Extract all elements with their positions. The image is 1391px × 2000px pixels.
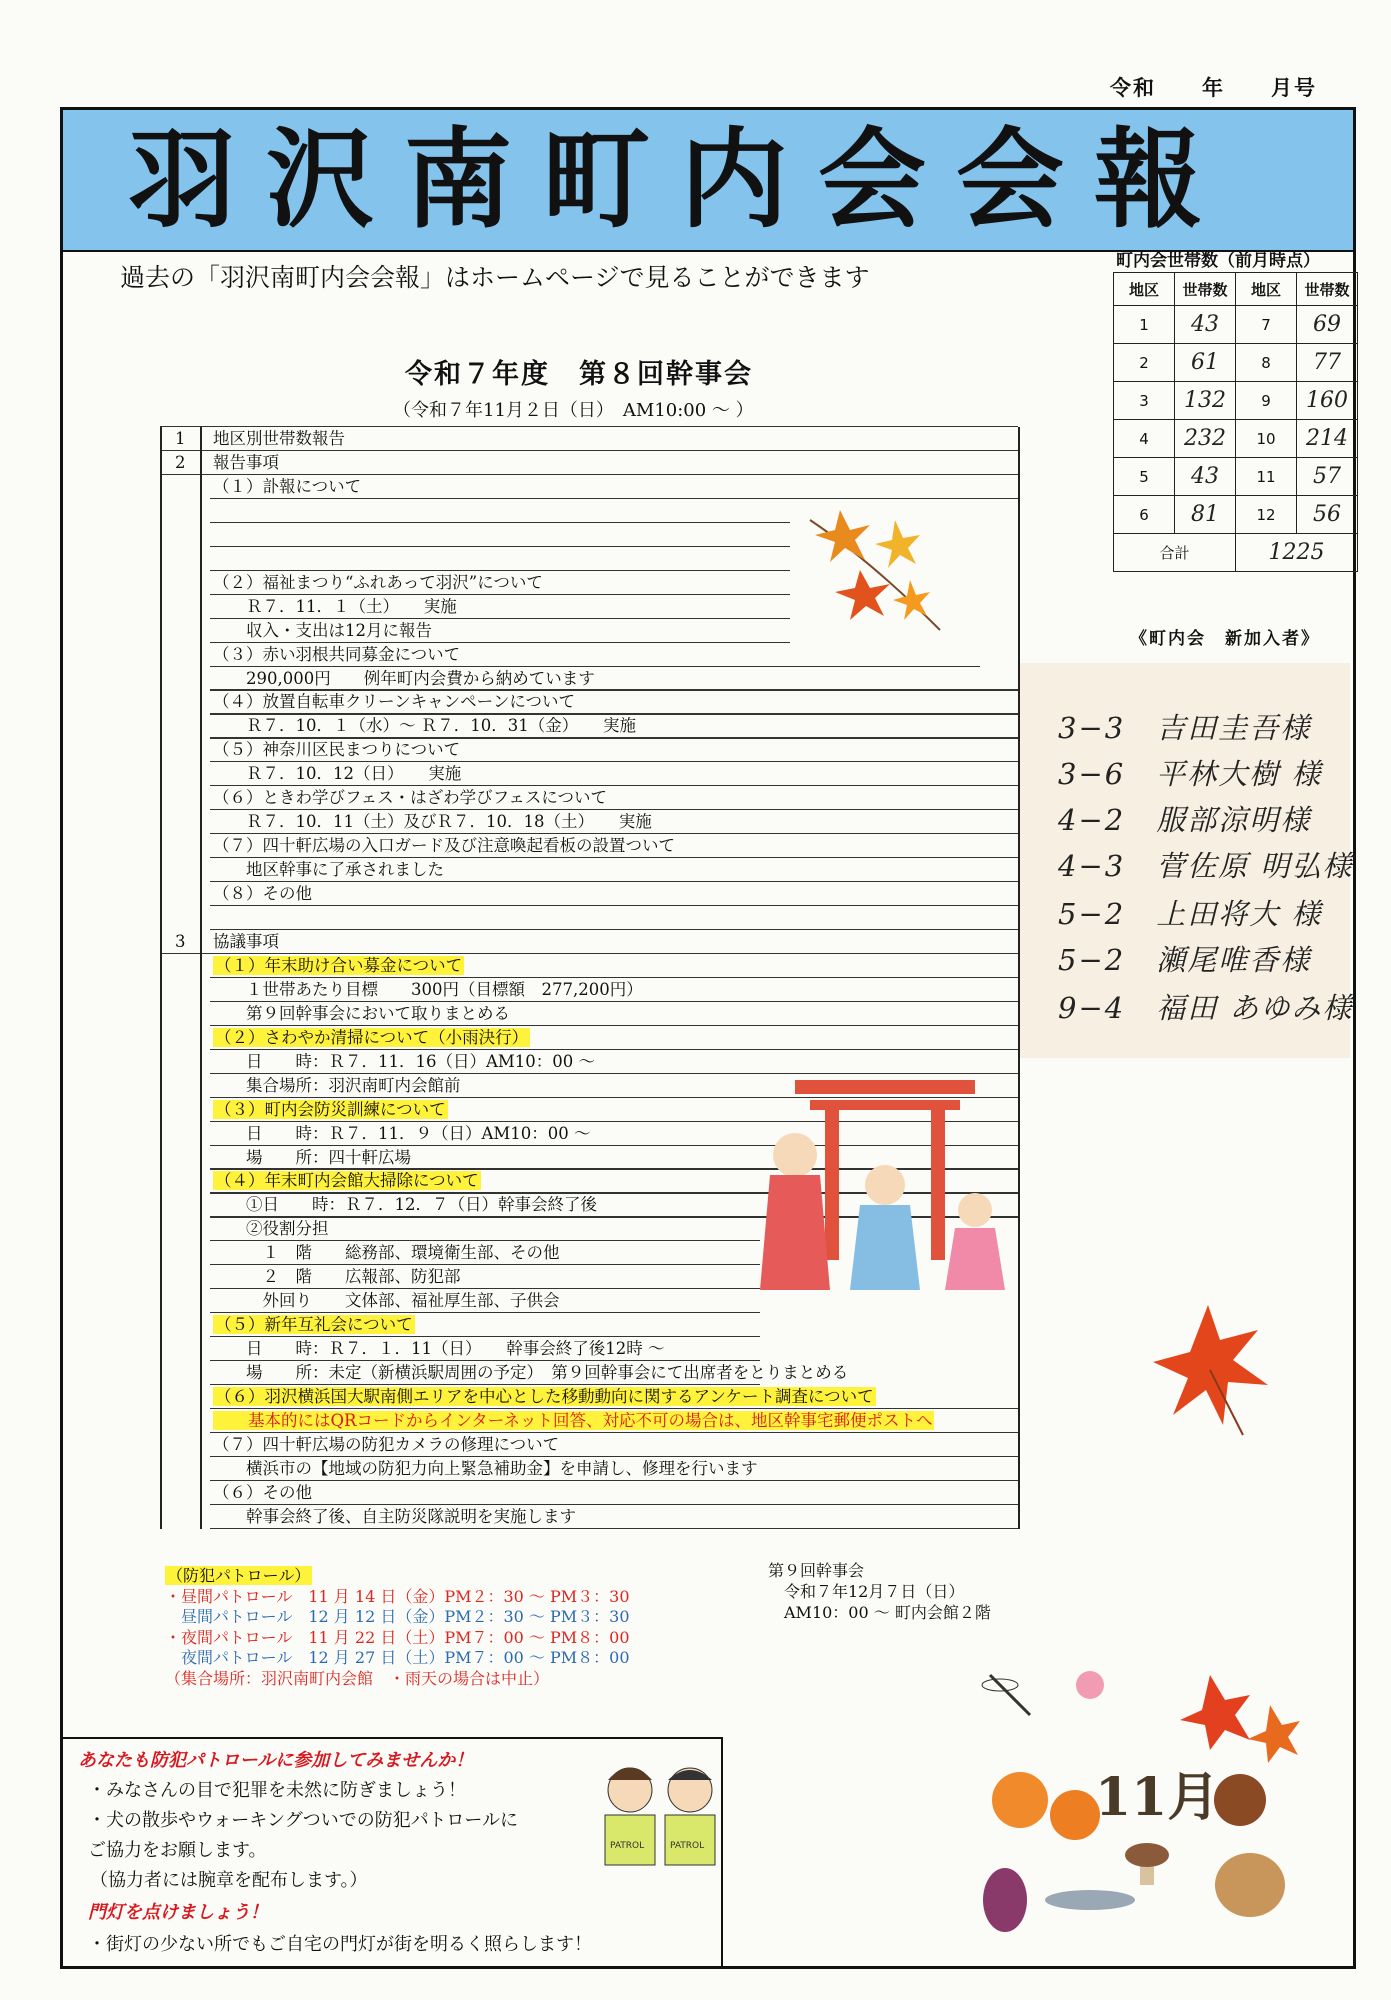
new-member: 4−2 服部涼明様 [1058,803,1312,837]
agenda-item [213,669,595,689]
agenda-text: （４）放置自転車クリーンキャンペーンについて [213,692,576,712]
agenda-text: ①日 時：Ｒ７．12．７（日）幹事会終了後 [213,1195,597,1215]
households-total-row [1114,534,1358,572]
agenda-text: 地区幹事に了承されました [213,860,444,880]
count-cell: 81 [1175,496,1236,534]
next-meeting-date: 令和７年12月７日（日） [784,1582,965,1601]
agenda-item [213,692,575,712]
agenda-row-line [210,1001,1018,1002]
agenda-item [213,1363,848,1383]
agenda-text: 集合場所：羽沢南町内会館前 [213,1075,461,1095]
header-count: 世帯数 [1297,273,1358,306]
agenda-text: 第９回幹事会において取りまとめる [213,1003,510,1023]
agenda-row-line [210,785,1018,786]
agenda-text: （６）羽沢横浜国大駅南側エリアを中心とした移動動向に関するアンケート調査について [215,1387,874,1406]
patrol-line: 昼間パトロール 12 月 12 日（金）PM２：30 ～ PM３：30 [165,1607,630,1626]
agenda-row-line [210,1480,1018,1481]
agenda-text: 場 所：四十軒広場 [213,1147,411,1167]
agenda-item [213,716,636,736]
header-district: 地区 [1236,273,1297,306]
agenda-text: Ｒ７．10．１（水）～ Ｒ７．10．31（金） 実施 [213,716,636,736]
agenda-item [213,1387,876,1407]
new-member: 5−2 瀬尾唯香様 [1058,943,1312,977]
agenda-text: （５）新年互礼会について [215,1315,413,1335]
agenda-text: （５）神奈川区民まつりについて [213,740,461,760]
agenda-row-line [210,1049,1018,1050]
next-meeting-time: AM10：00 ～ 町内会館２階 [784,1603,991,1622]
agenda-row-line [210,594,790,595]
patrol-volunteers-icon [590,1750,730,1870]
agenda-item [213,1052,595,1072]
agenda-item [213,1339,665,1359]
district-cell: 2 [1114,344,1175,382]
count-cell: 69 [1297,306,1358,344]
agenda-row-line [210,881,1018,882]
agenda-row-line [210,1384,760,1385]
patrol-line: ・夜間パトロール 11 月 22 日（土）PM７：00 ～ PM８：00 [165,1627,630,1647]
agenda-item [213,1171,481,1191]
armband-text: PATROL [610,1841,645,1851]
agenda-text: 幹事会終了後、自主防災隊説明を実施します [213,1506,576,1526]
new-members-title: 《町内会 新加入者》 [1130,629,1320,649]
district-cell: 3 [1114,382,1175,420]
agenda-text: （１）訃報について [213,476,362,496]
agenda-column-line [1018,427,1020,1529]
patrol-heading: （防犯パトロール） [167,1566,311,1585]
agenda-row-line [210,689,1018,690]
header-count: 世帯数 [1175,273,1236,306]
count-cell: 132 [1175,382,1236,420]
agenda-row-line [210,1312,760,1313]
total-value: 1225 [1236,534,1358,572]
agenda-text: Ｒ７．10．11（土）及びＲ７．10．18（土） 実施 [213,812,652,832]
shichigosan-children-icon [735,1070,1035,1320]
agenda-section-number: 2 [175,452,186,472]
agenda-row-line [160,474,1018,475]
patrol-line: ・昼間パトロール 11 月 14 日（金）PM２：30 ～ PM３：30 [165,1586,630,1606]
meeting-title: 令和７年度 第８回幹事会 [405,359,753,390]
agenda-item [213,812,652,832]
patrol-line: 夜間パトロール 12 月 27 日（土）PM７：00 ～ PM８：00 [165,1648,630,1667]
maple-leaves-icon [800,500,950,640]
agenda-item [213,1411,934,1431]
agenda-item [213,1004,510,1024]
agenda-row-line [210,713,1018,714]
district-cell: 10 [1236,420,1297,458]
agenda-text: 地区別世帯数報告 [213,429,345,448]
agenda-text: （６）その他 [213,1482,312,1502]
agenda-section-title [213,453,279,473]
agenda-text: １ 階 総務部、環境衛生部、その他 [213,1243,560,1263]
agenda-row-line [210,905,1018,906]
agenda-text: ２ 階 広報部、防犯部 [213,1267,461,1287]
agenda-text: （３）町内会防災訓練について [215,1099,446,1119]
agenda-text: （２）さわやか清掃について（小雨決行） [215,1027,529,1047]
agenda-row-line [210,1360,760,1361]
agenda-row-line [210,1336,760,1337]
agenda-text: 日 時：Ｒ７．１．11（日） 幹事会終了後12時 ～ [213,1339,665,1359]
households-row [1114,344,1358,382]
district-cell: 9 [1236,382,1297,420]
crime-box-line: ・街灯の少ない所でもご自宅の門灯が街を明るく照らします！ [88,1934,592,1955]
agenda-row-line [210,642,790,643]
count-cell: 43 [1175,458,1236,496]
agenda-row-line [210,498,1018,499]
agenda-item [213,1243,560,1263]
district-cell: 8 [1236,344,1297,382]
agenda-text: 場 所：未定（新横浜駅周囲の予定） 第９回幹事会にて出席者をとりまとめる [213,1363,849,1383]
agenda-item [213,621,432,641]
agenda-text: 外回り 文体部、福祉厚生部、子供会 [213,1291,560,1311]
agenda-item [213,980,643,1000]
issue-line: 令和 年 月号 [1110,76,1317,100]
households-header-row [1114,273,1358,306]
count-cell: 160 [1297,382,1358,420]
households-row [1114,382,1358,420]
new-member: 4−3 菅佐原 明弘様 [1058,849,1354,883]
agenda-item [213,1124,591,1144]
agenda-text: ②役割分担 [213,1219,329,1239]
crime-box-line: ・みなさんの目で犯罪を未然に防ぎましょう！ [88,1780,466,1801]
month-label: 11月 [1095,1767,1220,1828]
households-row [1114,306,1358,344]
agenda-item [213,1148,411,1168]
agenda-item [213,573,543,593]
agenda-row-line [210,522,790,523]
new-member: 3−3 吉田圭吾様 [1058,711,1312,745]
district-cell: 5 [1114,458,1175,496]
agenda-item [213,884,312,904]
agenda-row-line [210,809,1018,810]
agenda-item [213,477,361,497]
district-cell: 1 [1114,306,1175,344]
agenda-item [213,1435,559,1455]
agenda-text: 基本的にはQRコードからインターネット回答、対応不可の場合は、地区幹事宅郵便ポストへ [215,1410,933,1430]
agenda-text: 横浜市の【地域の防犯力向上緊急補助金】を申請し、修理を行います [213,1458,758,1478]
agenda-text: （２）福祉まつり“ふれあって羽沢”について [213,572,543,592]
total-label: 合計 [1114,534,1236,572]
agenda-text: （４）年末町内会館大掃除について [215,1171,479,1191]
count-cell: 56 [1297,496,1358,534]
maple-leaf-icon [1148,1300,1278,1440]
new-member: 3−6 平林大樹 様 [1058,757,1323,791]
agenda-row-line [210,737,1018,738]
district-cell: 11 [1236,458,1297,496]
agenda-text: （７）四十軒広場の防犯カメラの修理について [213,1434,560,1454]
agenda-item [213,740,460,760]
agenda-row-line [210,1240,760,1241]
agenda-section-number: 1 [175,429,186,448]
agenda-item [213,956,464,976]
district-cell: 6 [1114,496,1175,534]
agenda-item [213,1100,448,1120]
agenda-text: Ｒ７．11．１（土） 実施 [213,596,457,616]
agenda-text: 290,000円 例年町内会費から納めています [213,668,595,688]
agenda-row-line [160,953,1018,954]
agenda-row-line [210,570,790,571]
agenda-row-line [210,1025,1018,1026]
agenda-row-line [210,977,1018,978]
agenda-row-line [210,1504,1018,1505]
agenda-top-line [160,426,1018,427]
agenda-row-line [210,618,790,619]
agenda-item [213,1076,461,1096]
agenda-text: （７）四十軒広場の入口ガード及び注意喚起看板の設置ついて [213,836,675,856]
homepage-note: 過去の「羽沢南町内会会報」はホームページで見ることができます [120,263,870,292]
households-title: 町内会世帯数（前月時点） [1116,251,1320,271]
households-row [1114,420,1358,458]
crime-box-heading-2: 門灯を点けましょう！ [88,1902,268,1923]
patrol-schedule [165,1566,630,1689]
agenda-row-line [210,1432,1018,1433]
agenda-row-line [210,833,1018,834]
agenda-item [213,1483,312,1503]
count-cell: 61 [1175,344,1236,382]
agenda-text: （８）その他 [213,884,312,904]
households-row [1114,496,1358,534]
agenda-row-line [210,1288,760,1289]
new-member: 9−4 福田 あゆみ様 [1058,991,1354,1025]
crime-box-line: ・犬の散歩やウォーキングついでの防犯パトロールに [88,1810,519,1831]
agenda-row-line [210,1264,760,1265]
agenda-text: 協議事項 [213,931,279,951]
agenda-item [213,836,675,856]
agenda-row-line [210,666,980,667]
new-member: 5−2 上田将大 様 [1058,897,1323,931]
agenda-text: 日 時：Ｒ７．11．９（日）AM10：00 ～ [213,1123,591,1143]
agenda-item [213,1219,329,1239]
agenda-item [213,1267,461,1287]
district-cell: 12 [1236,496,1297,534]
district-cell: 4 [1114,420,1175,458]
agenda-row-line [160,450,1018,451]
count-cell: 77 [1297,344,1358,382]
agenda-section-title [213,932,279,952]
newsletter-title: 羽沢南町内会会報 [127,117,1232,243]
agenda-row-line [210,857,1018,858]
agenda-text: （６）ときわ学びフェス・はざわ学びフェスについて [213,788,608,808]
agenda-text: 収入・支出は12月に報告 [213,620,432,640]
armband-text: PATROL [670,1841,705,1851]
meeting-date: （令和７年11月２日（日） AM10:00 ～ ） [393,400,754,421]
agenda-text: Ｒ７．10．12（日） 実施 [213,764,462,784]
agenda-row-line [210,1528,1018,1529]
agenda-item [213,1291,560,1311]
agenda-item [213,1459,758,1479]
agenda-item [213,1028,530,1048]
agenda-row-line [210,929,1018,930]
agenda-item [213,645,460,665]
district-cell: 7 [1236,306,1297,344]
count-cell: 214 [1297,420,1358,458]
agenda-row-line [210,761,1018,762]
header-district: 地区 [1114,273,1175,306]
agenda-item [213,860,444,880]
agenda-column-line [160,427,162,1529]
crime-box-line: ご協力をお願します。 [88,1840,267,1861]
agenda-text: （１）年末助け合い募金について [215,955,463,975]
agenda-item [213,1507,576,1527]
agenda-item [213,764,461,784]
households-row [1114,458,1358,496]
agenda-row-line [210,546,790,547]
agenda-text: （３）赤い羽根共同募金について [213,644,461,664]
agenda-item [213,597,457,617]
agenda-row-line [210,1408,1018,1409]
crime-box-line: （協力者には腕章を配布します。） [90,1870,368,1891]
agenda-item [213,1195,597,1215]
next-meeting [768,1560,991,1623]
agenda-item [213,788,607,808]
count-cell: 57 [1297,458,1358,496]
agenda-text: 日 時：Ｒ７．11．16（日）AM10：00 ～ [213,1051,596,1071]
count-cell: 232 [1175,420,1236,458]
agenda-section-title [213,429,345,449]
patrol-note: （集合場所：羽沢南町内会館 ・雨天の場合は中止） [165,1668,550,1688]
agenda-column-line [200,427,202,1529]
households-table [1113,272,1358,572]
agenda-section-number: 3 [175,931,186,951]
agenda-text: 報告事項 [213,452,279,472]
agenda-text: １世帯あたり目標 300円（目標額 277,200円） [213,979,643,999]
next-meeting-title: 第９回幹事会 [768,1561,865,1580]
agenda-row-line [210,1456,1018,1457]
crime-box-heading: あなたも防犯パトロールに参加してみませんか！ [78,1750,474,1771]
agenda-item [213,1315,415,1335]
count-cell: 43 [1175,306,1236,344]
